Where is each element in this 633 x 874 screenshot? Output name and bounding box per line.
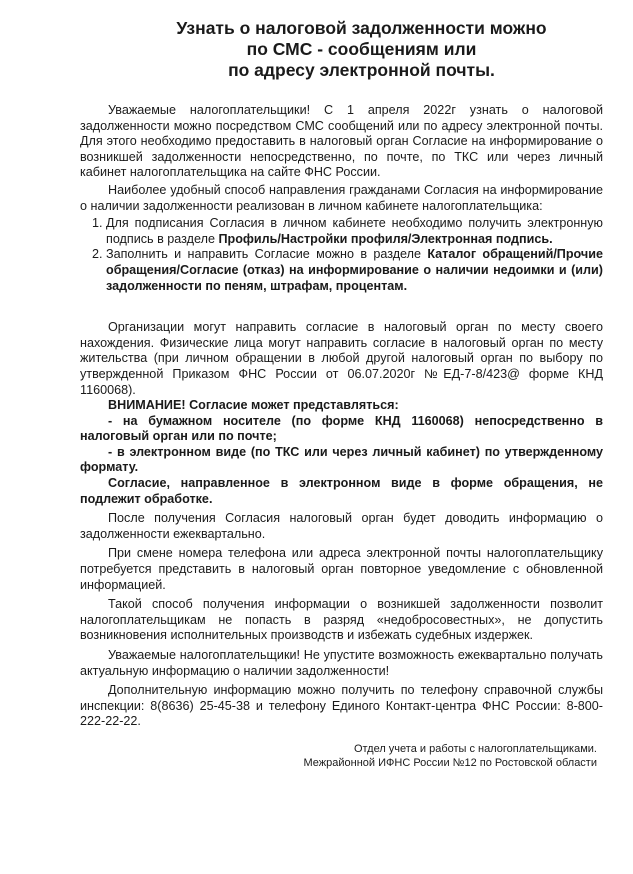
attention-item-electronic: - в электронном виде (по ТКС или через личный кабинет) по утвержденному формату. (80, 444, 603, 475)
quarterly-paragraph: После получения Согласия налоговый орган будет доводить информацию о задолженности ежеквартально. (80, 511, 603, 541)
contacts-paragraph: Дополнительную информацию можно получить по телефону справочной службы инспекции: 8(8636) 25-45-38 и телефону Единого Контакт-центра ФНС России: 8-800-222-22-22. (80, 683, 603, 729)
signature-department: Отдел учета и работы с налогоплательщиками. (353, 742, 597, 755)
steps-list (80, 216, 603, 294)
title-line-3: по адресу электронной почты. (228, 60, 495, 80)
attention-heading: ВНИМАНИЕ! Согласие может представляться: (108, 398, 399, 413)
title-line-1: Узнать о налоговой задолженности можно (176, 18, 547, 38)
step-1-text: Для подписания Согласия в личном кабинете необходимо получить электронную подпись в разделе (106, 216, 603, 246)
step-1-path: Профиль/Настройки профиля/Электронная подпись. (218, 231, 553, 246)
organizations-paragraph: Организации могут направить согласие в налоговый орган по месту своего нахождения. Физические лица могут направить согласие в налоговый орган по месту жительства (при личном обращении в любой другой налоговый орган по выбору по утвержденной Приказом ФНС России от 06.07.2020г №ЕД-7-8/423@ форме КНД 1160068). (80, 320, 603, 397)
phone-change-paragraph: При смене номера телефона или адреса электронной почты налогоплательщику потребуется представить в налоговый орган повторное уведомление с обновленной информацией. (80, 546, 603, 592)
attention-item-paper: - на бумажном носителе (по форме КНД 1160068) непосредственно в налоговый орган или по почте; (80, 413, 603, 444)
step-2-path: Каталог обращений/Прочие обращения/Согласие (отказ) на информирование о наличии недоимки и (или) задолженности по пеням, штрафам, процентам. (106, 247, 603, 293)
benefits-paragraph: Такой способ получения информации о возникшей задолженности позволит налогоплательщикам не попасть в разряд «недобросовестных», не допустить возникновения исполнительных производств и избежать судебных издержек. (80, 597, 603, 643)
intro-paragraph: Уважаемые налогоплательщики! С 1 апреля 2022г узнать о налоговой задолженности можно посредством СМС сообщений или по адресу электронной почты. Для этого необходимо предоставить в налоговый орган Согласие на информирование о возникшей задолженности непосредственно, по почте, по ТКС или через личный кабинет налогоплательщика на сайте ФНС России. (80, 103, 603, 180)
signature-office: Межрайонной ИФНС России №12 по Ростовской области (303, 756, 597, 769)
list-item (106, 216, 603, 247)
list-item (106, 247, 603, 294)
appeal-paragraph: Уважаемые налогоплательщики! Не упустите возможность ежеквартально получать актуальную информацию о наличии задолженности! (80, 648, 603, 678)
attention-note: Согласие, направленное в электронном виде в форме обращения, не подлежит обработке. (80, 476, 603, 506)
signature-block (80, 742, 603, 770)
step-2-text: Заполнить и направить Согласие можно в разделе (106, 247, 428, 262)
convenient-method-paragraph: Наиболее удобный способ направления гражданами Согласия на информирование о наличии задолженности реализован в личном кабинете налогоплательщика: (80, 182, 603, 213)
title-line-2: по СМС - сообщениям или (246, 39, 477, 59)
document-title (80, 18, 603, 81)
